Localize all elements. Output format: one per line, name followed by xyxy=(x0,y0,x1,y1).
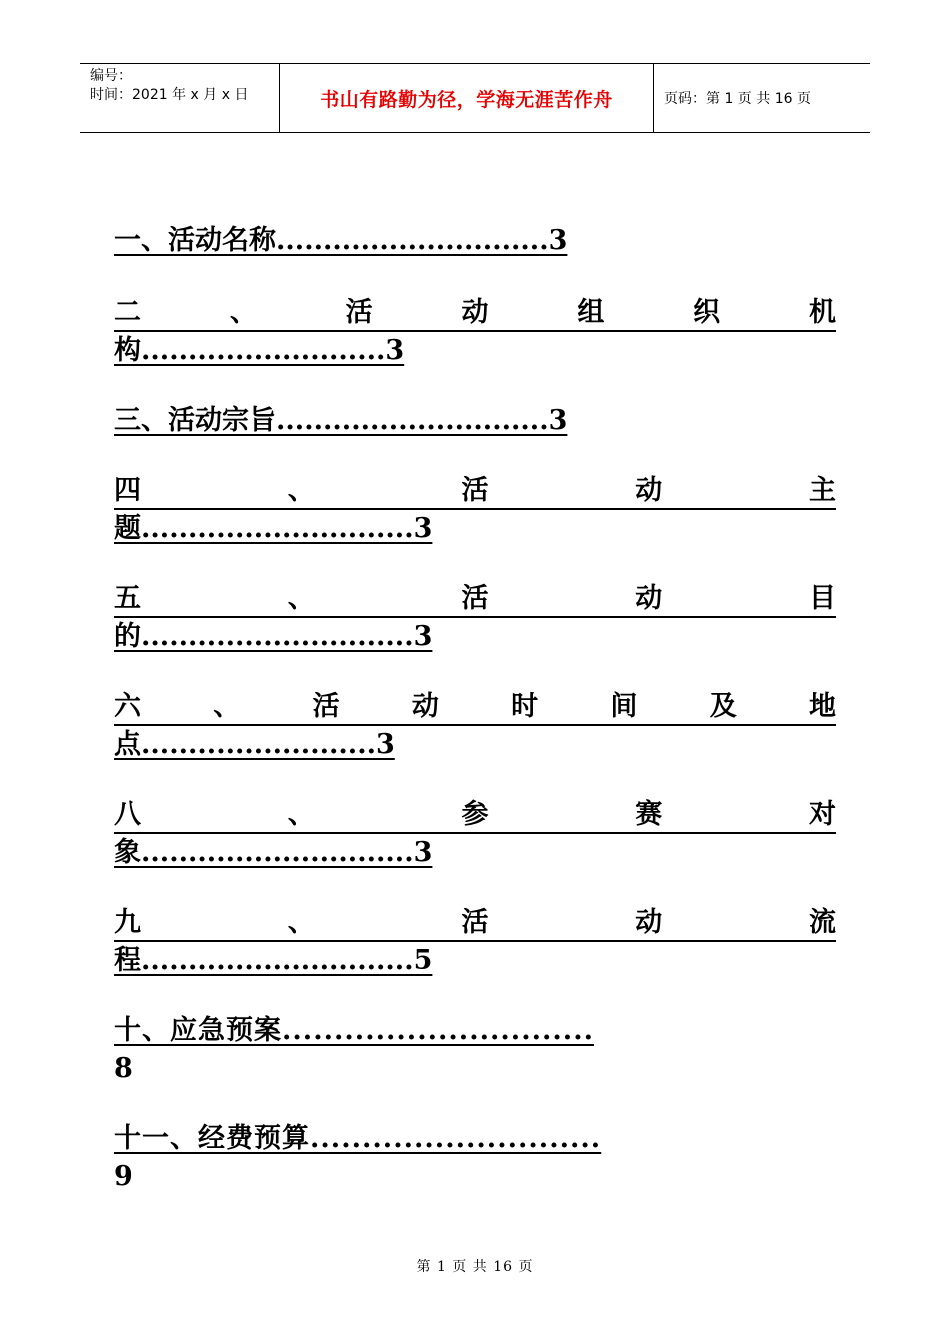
toc-entry-text: 一、活动名称.............................3 xyxy=(114,225,568,256)
header-motto: 书山有路勤为径，学海无涯苦作舟 xyxy=(280,64,654,132)
toc-entry-text: 题.............................3 xyxy=(114,513,433,544)
toc-entry-spread-line xyxy=(114,904,836,942)
toc-entry[interactable] xyxy=(114,1120,601,1196)
page-footer: 第 1 页 共 16 页 xyxy=(416,1259,534,1275)
toc-entry[interactable] xyxy=(114,1012,594,1088)
toc-char: 间 xyxy=(610,691,638,722)
header-page-info: 页码：第 1 页 共 16 页 xyxy=(664,91,811,107)
toc-char: 、 xyxy=(287,907,315,938)
toc-entry-spread-line xyxy=(114,796,836,834)
header-meta xyxy=(80,64,280,132)
toc-char: 八 xyxy=(114,799,141,830)
toc-char: 活 xyxy=(345,297,373,328)
toc-char: 、 xyxy=(229,297,257,328)
toc-entry-text: 象.............................3 xyxy=(114,837,433,868)
toc-entry[interactable] xyxy=(114,402,567,440)
toc-char: 参 xyxy=(461,799,489,830)
toc-entry-page: 8 xyxy=(114,1053,133,1084)
toc-char: 织 xyxy=(693,297,721,328)
toc-char: 动 xyxy=(635,583,663,614)
toc-entry-spread-line xyxy=(114,472,836,510)
toc-char: 机 xyxy=(808,297,836,328)
toc-char: 及 xyxy=(709,691,737,722)
toc-entry[interactable] xyxy=(114,796,836,872)
toc-char: 动 xyxy=(635,907,663,938)
toc-char: 流 xyxy=(809,907,836,938)
toc-entry[interactable] xyxy=(114,294,836,370)
toc-char: 二 xyxy=(114,297,141,328)
toc-entry-spread-line xyxy=(114,294,836,332)
toc-entry[interactable] xyxy=(114,222,567,260)
toc-char: 、 xyxy=(213,691,241,722)
toc-entry[interactable] xyxy=(114,472,836,548)
toc-char: 、 xyxy=(287,799,315,830)
toc-entry-text: 点.........................3 xyxy=(114,729,395,760)
toc-char: 动 xyxy=(635,475,663,506)
toc-char: 目 xyxy=(809,583,836,614)
toc-char: 对 xyxy=(809,799,836,830)
toc-entry-spread-line xyxy=(114,580,836,618)
toc-entry-page: 9 xyxy=(114,1161,133,1192)
toc-char: 、 xyxy=(287,583,315,614)
toc-char: 时 xyxy=(511,691,539,722)
toc-char: 六 xyxy=(114,691,141,722)
number-label: 编号： xyxy=(90,68,132,84)
toc-char: 四 xyxy=(114,475,141,506)
toc-entry-text: 构..........................3 xyxy=(114,335,405,366)
toc-entry-text: 程.............................5 xyxy=(114,945,433,976)
toc-char: 活 xyxy=(461,907,489,938)
toc-entry-text: 十、应急预案.............................. xyxy=(114,1015,594,1046)
toc-char: 、 xyxy=(287,475,315,506)
toc-entry-spread-line xyxy=(114,688,836,726)
toc-char: 动 xyxy=(411,691,439,722)
toc-char: 活 xyxy=(312,691,340,722)
toc-entry[interactable] xyxy=(114,904,836,980)
toc-char: 赛 xyxy=(635,799,663,830)
toc-char: 活 xyxy=(461,475,489,506)
toc-entry-text: 十一、经费预算............................ xyxy=(114,1123,602,1154)
time-label: 时间：2021 年 x 月 x 日 xyxy=(90,87,249,103)
toc-char: 动 xyxy=(461,297,489,328)
toc-entry-text: 的.............................3 xyxy=(114,621,433,652)
toc-char: 主 xyxy=(809,475,836,506)
toc-char: 五 xyxy=(114,583,141,614)
toc-char: 组 xyxy=(577,297,605,328)
toc-char: 地 xyxy=(808,691,836,722)
page-header xyxy=(80,63,870,133)
toc-entry-text: 三、活动宗旨.............................3 xyxy=(114,405,568,436)
toc-char: 九 xyxy=(114,907,141,938)
toc-char: 活 xyxy=(461,583,489,614)
toc-entry[interactable] xyxy=(114,580,836,656)
toc-entry[interactable] xyxy=(114,688,836,764)
